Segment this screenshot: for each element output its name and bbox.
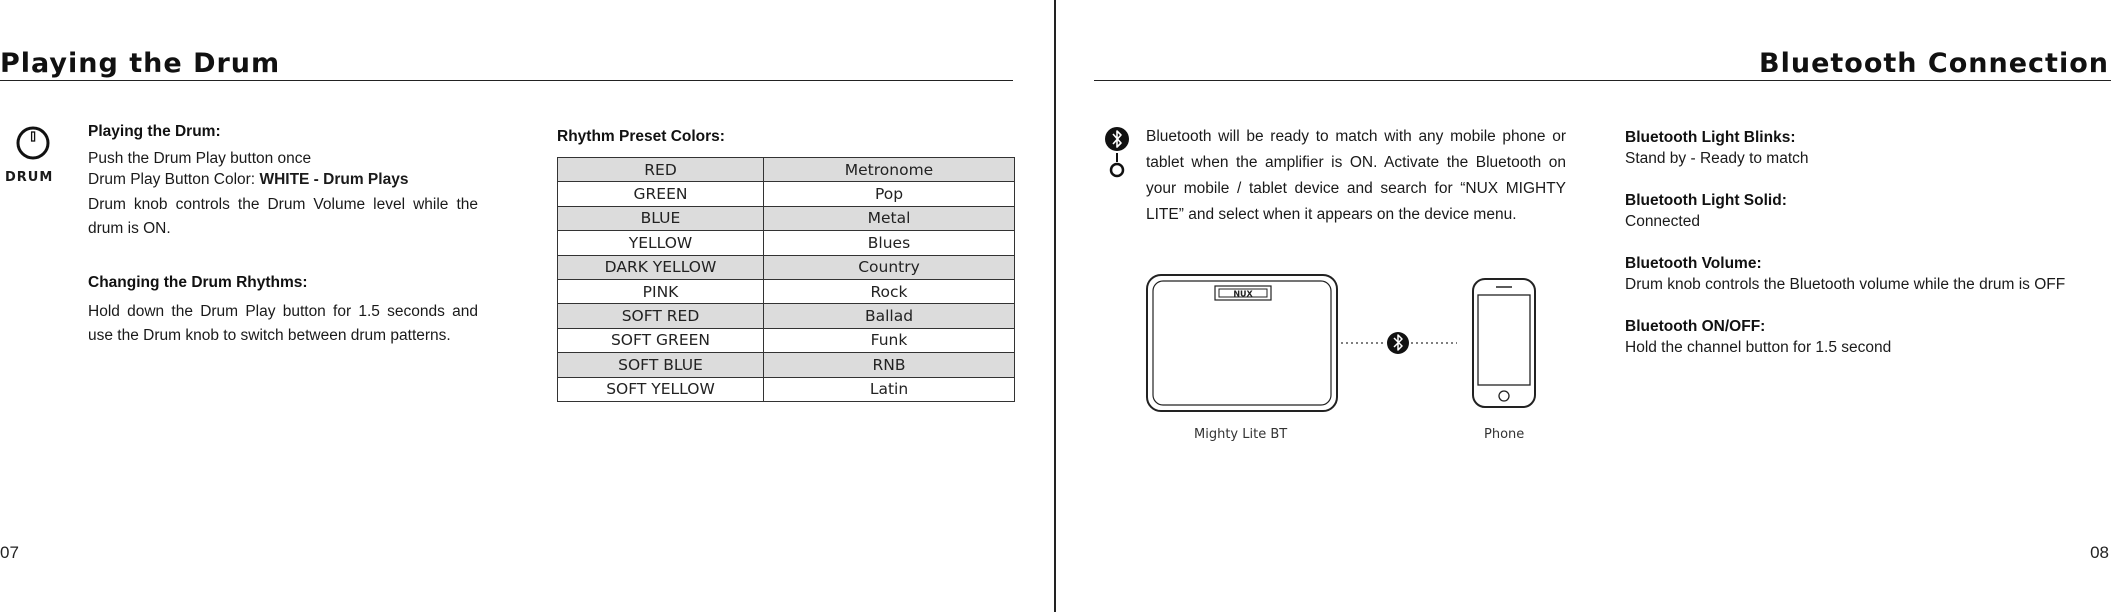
table-row bbox=[558, 231, 1015, 255]
bluetooth-icon bbox=[1387, 332, 1409, 354]
table-row bbox=[558, 158, 1015, 182]
rhythm-name-cell: Latin bbox=[764, 377, 1015, 401]
changing-rhythms-body: Hold down the Drum Play button for 1.5 seconds and use the Drum knob to switch between drum patterns. bbox=[88, 303, 478, 344]
playing-line-2-bold: WHITE - Drum Plays bbox=[259, 171, 409, 188]
table-row bbox=[558, 304, 1015, 328]
heading-rule-left bbox=[0, 80, 1013, 81]
page-number-right: 08 bbox=[2090, 543, 2109, 562]
rhythm-table-title: Rhythm Preset Colors: bbox=[557, 128, 725, 145]
heading-rule-right bbox=[1094, 80, 2111, 81]
rhythm-color-cell: PINK bbox=[558, 279, 764, 303]
rhythm-color-cell: SOFT RED bbox=[558, 304, 764, 328]
drum-knob-icon bbox=[14, 124, 52, 162]
rhythm-color-cell: GREEN bbox=[558, 182, 764, 206]
rhythm-name-cell: Blues bbox=[764, 231, 1015, 255]
page-title-left: Playing the Drum bbox=[0, 48, 281, 79]
rhythm-name-cell: Funk bbox=[764, 328, 1015, 352]
volume-title: Bluetooth Volume: bbox=[1625, 255, 1762, 272]
rhythm-name-cell: Pop bbox=[764, 182, 1015, 206]
rhythm-color-cell: SOFT YELLOW bbox=[558, 377, 764, 401]
table-row bbox=[558, 206, 1015, 230]
playing-drum-title: Playing the Drum: bbox=[88, 123, 221, 140]
rhythm-name-cell: RNB bbox=[764, 353, 1015, 377]
table-row bbox=[558, 377, 1015, 401]
changing-rhythms-title: Changing the Drum Rhythms: bbox=[88, 274, 308, 291]
page-spine bbox=[1054, 0, 1056, 612]
table-row bbox=[558, 279, 1015, 303]
playing-line-2-prefix: Drum Play Button Color: bbox=[88, 171, 260, 188]
rhythm-color-cell: YELLOW bbox=[558, 231, 764, 255]
playing-drum-body bbox=[88, 148, 478, 241]
rhythm-name-cell: Rock bbox=[764, 279, 1015, 303]
table-row bbox=[558, 328, 1015, 352]
svg-text:NUX: NUX bbox=[1233, 289, 1253, 299]
bluetooth-status-list bbox=[1625, 127, 2105, 358]
phone-icon bbox=[1473, 279, 1535, 407]
playing-line-3: Drum knob controls the Drum Volume level while the drum is ON. bbox=[88, 196, 478, 237]
bluetooth-diagram bbox=[1145, 273, 1537, 413]
amplifier-icon bbox=[1147, 275, 1337, 411]
rhythm-color-cell: SOFT BLUE bbox=[558, 353, 764, 377]
light-solid-title: Bluetooth Light Solid: bbox=[1625, 192, 1787, 209]
page-title-right: Bluetooth Connection bbox=[1759, 48, 2109, 79]
amp-label: Mighty Lite BT bbox=[1194, 427, 1288, 442]
light-blinks-body: Stand by - Ready to match bbox=[1625, 150, 1809, 167]
table-row bbox=[558, 353, 1015, 377]
rhythm-color-cell: SOFT GREEN bbox=[558, 328, 764, 352]
rhythm-color-cell: DARK YELLOW bbox=[558, 255, 764, 279]
rhythm-preset-table bbox=[557, 157, 1015, 402]
page-number-left: 07 bbox=[0, 543, 19, 562]
rhythm-color-cell: BLUE bbox=[558, 206, 764, 230]
table-row bbox=[558, 182, 1015, 206]
playing-line-2 bbox=[88, 169, 478, 190]
drum-knob-label: DRUM bbox=[5, 170, 54, 185]
table-row bbox=[558, 255, 1015, 279]
on-off-title: Bluetooth ON/OFF: bbox=[1625, 318, 1766, 335]
light-solid-body: Connected bbox=[1625, 213, 1700, 230]
rhythm-name-cell: Metal bbox=[764, 206, 1015, 230]
rhythm-color-cell: RED bbox=[558, 158, 764, 182]
rhythm-name-cell: Metronome bbox=[764, 158, 1015, 182]
rhythm-name-cell: Country bbox=[764, 255, 1015, 279]
light-blinks-title: Bluetooth Light Blinks: bbox=[1625, 129, 1796, 146]
bluetooth-switch-icon bbox=[1104, 126, 1130, 186]
on-off-body: Hold the channel button for 1.5 second bbox=[1625, 339, 1892, 356]
playing-line-1: Push the Drum Play button once bbox=[88, 150, 312, 167]
rhythm-name-cell: Ballad bbox=[764, 304, 1015, 328]
bluetooth-intro: Bluetooth will be ready to match with any mobile phone or tablet when the amplifier is ON. Activate the Bluetooth on your mobile / tablet device and search for “NUX MIGHTY LITE” and select when it appears on the device menu. bbox=[1146, 128, 1566, 223]
volume-body: Drum knob controls the Bluetooth volume while the drum is OFF bbox=[1625, 276, 2066, 293]
phone-label: Phone bbox=[1484, 427, 1525, 442]
